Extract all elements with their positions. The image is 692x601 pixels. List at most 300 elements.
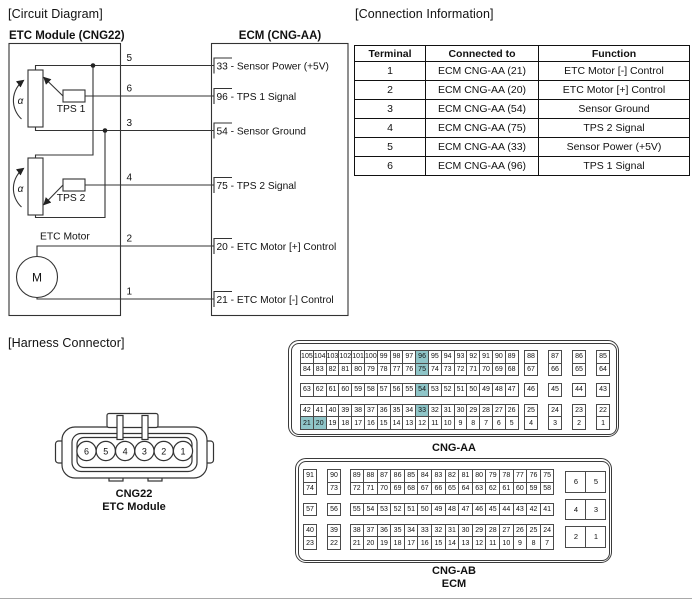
pin-38: 38 [351,404,365,418]
pin-88: 88 [363,469,378,483]
pin-box [548,383,562,397]
pin-29: 29 [472,524,487,538]
terminal-number: 5 [126,53,133,64]
pin-100: 100 [364,350,378,364]
pin-56: 56 [390,383,404,397]
col-header-function: Function [539,46,690,62]
pin-hole-number: 6 [83,446,90,457]
pin-block [300,383,610,397]
latch-tab [142,416,148,440]
pin-86: 86 [390,469,405,483]
pin-78: 78 [377,363,391,377]
pin-79: 79 [364,363,378,377]
pin-105: 105 [300,350,314,364]
side-pin-boxes [303,469,341,495]
pin-13: 13 [458,536,473,550]
pin-21-highlighted: 21 [300,416,314,430]
pin-73: 73 [441,363,455,377]
pin-36: 36 [377,524,392,538]
pin-77: 77 [390,363,404,377]
pin-89: 89 [350,469,365,483]
pin-87: 87 [548,350,562,364]
pin-39: 39 [327,524,341,538]
pin-1: 1 [585,526,606,548]
pin-62: 62 [313,383,327,397]
wire-sensor-power [36,66,215,71]
connection-information-title: [Connection Information] [355,7,494,21]
pin-64: 64 [458,482,473,496]
pin-2: 2 [572,416,586,430]
pin-11: 11 [428,416,442,430]
pin-74: 74 [303,482,317,496]
pin-block [300,350,610,376]
pin-27: 27 [492,404,506,418]
pin-box [524,383,538,397]
pin-84: 84 [300,363,314,377]
pin-90: 90 [327,469,341,483]
pin-61: 61 [326,383,340,397]
pin-54-highlighted: 54 [415,383,429,397]
pin-box [303,524,317,550]
pin-44: 44 [499,503,514,517]
cell-terminal: 6 [355,157,426,176]
tps1-label: TPS 1 [56,104,86,115]
pin-main-grid [300,404,519,430]
cell-terminal: 3 [355,100,426,119]
pin-65: 65 [445,482,460,496]
tps1-resistor [28,70,43,127]
col-header-connected-to: Connected to [426,46,539,62]
pin-37: 37 [364,404,378,418]
pin-46: 46 [524,383,538,397]
pin-50: 50 [417,503,432,517]
etc-motor-label: ETC Motor [40,231,90,243]
side-pin-boxes [303,503,341,517]
terminal-number: 2 [126,233,133,245]
pin-17: 17 [351,416,365,430]
pin-16: 16 [364,416,378,430]
pin-37: 37 [363,524,378,538]
pin-33: 33 [417,524,432,538]
ecm-pin-label: 75 - TPS 2 Signal [216,181,297,192]
ecm-box [212,44,349,316]
wire-sensor-ground-branch [36,131,106,218]
pin-6: 6 [492,416,506,430]
pin-82: 82 [326,363,340,377]
terminal-number: 6 [126,83,133,95]
junction-dot [103,128,108,133]
pin-55: 55 [350,503,365,517]
pin-101: 101 [351,350,365,364]
pin-box [572,350,586,376]
pin-59: 59 [351,383,365,397]
side-pin-boxes [524,350,610,376]
cng-aa-label: CNG-AA [432,442,476,454]
cng-ab-name: CNG-AB [432,565,476,577]
pin-95: 95 [428,350,442,364]
pin-3: 3 [585,499,606,521]
wire-motor-minus [37,298,214,300]
pin-9: 9 [454,416,468,430]
pin-32: 32 [431,524,446,538]
pin-1: 1 [596,416,610,430]
alpha-symbol: α [17,96,24,107]
cell-function: ETC Motor [-] Control [539,62,690,81]
cng-ab-connector-panel [295,458,612,563]
pin-row [350,524,555,538]
pin-main-grid [350,503,555,517]
pin-block [303,499,606,521]
pin-9: 9 [513,536,528,550]
pin-99: 99 [377,350,391,364]
pin-hole-number: 2 [161,446,167,457]
pin-80: 80 [351,363,365,377]
pin-85: 85 [596,350,610,364]
cng22-module-label: ETC Module [102,501,166,513]
pin-90: 90 [492,350,506,364]
tps2-wiper-terminal [63,179,85,191]
pin-hole-number: 5 [103,446,109,457]
pin-18: 18 [390,536,405,550]
pin-34: 34 [402,404,416,418]
cell-function: Sensor Power (+5V) [539,138,690,157]
pin-73: 73 [327,482,341,496]
pin-96-highlighted: 96 [415,350,429,364]
pin-28: 28 [485,524,500,538]
pin-66: 66 [548,363,562,377]
pin-14: 14 [390,416,404,430]
pin-48: 48 [445,503,460,517]
pin-56: 56 [327,503,341,517]
pin-53: 53 [377,503,392,517]
pin-box [596,383,610,397]
pin-70: 70 [479,363,493,377]
pin-77: 77 [513,469,528,483]
cng-ab-sublabel: ECM [441,577,467,590]
cell-connected-to: ECM CNG-AA (33) [426,138,539,157]
pin-60: 60 [513,482,528,496]
pin-38: 38 [350,524,365,538]
cng-aa-connector-panel [288,340,619,437]
ecm-pin-label: 54 - Sensor Ground [216,126,306,138]
pin-main-grid [300,383,519,397]
cng-ab-label [354,565,554,590]
terminal-number: 4 [126,172,133,184]
pin-hole-number: 1 [180,446,186,457]
pin-row [350,536,555,550]
pin-box [524,350,538,376]
pin-4: 4 [565,499,586,521]
pin-row [350,503,555,517]
pin-76: 76 [526,469,541,483]
motor-m-symbol: M [32,270,42,285]
side-pin-boxes [524,404,610,430]
pin-52: 52 [441,383,455,397]
pin-25: 25 [524,404,538,418]
pin-51: 51 [404,503,419,517]
pin-58: 58 [364,383,378,397]
pin-68: 68 [404,482,419,496]
pin-40: 40 [326,404,340,418]
pin-block [300,404,610,430]
latch-tab [117,416,123,440]
pin-49: 49 [431,503,446,517]
pin-15: 15 [431,536,446,550]
pin-36: 36 [377,404,391,418]
pin-19: 19 [326,416,340,430]
pin-24: 24 [548,404,562,418]
pin-26: 26 [513,524,528,538]
pin-50: 50 [466,383,480,397]
pin-31: 31 [441,404,455,418]
cell-function: TPS 2 Signal [539,119,690,138]
pin-block [303,469,606,495]
pin-60: 60 [338,383,352,397]
cell-connected-to: ECM CNG-AA (75) [426,119,539,138]
pin-6: 6 [565,471,586,493]
pin-pair-box [565,471,606,493]
pin-43: 43 [596,383,610,397]
pin-92: 92 [466,350,480,364]
pin-82: 82 [445,469,460,483]
pin-box [327,469,341,495]
pin-12: 12 [472,536,487,550]
pin-8: 8 [466,416,480,430]
pin-49: 49 [479,383,493,397]
pin-84: 84 [417,469,432,483]
pin-30: 30 [454,404,468,418]
pin-41: 41 [540,503,555,517]
pin-8: 8 [526,536,541,550]
pin-29: 29 [466,404,480,418]
pin-69: 69 [492,363,506,377]
pin-67: 67 [524,363,538,377]
pin-box [524,404,538,430]
side-pin-boxes [303,524,341,550]
pin-5: 5 [505,416,519,430]
cell-terminal: 2 [355,81,426,100]
pin-67: 67 [417,482,432,496]
junction-dot [91,63,96,68]
tps1-wiper-arrow [44,78,63,97]
table-row [355,62,690,81]
pin-24: 24 [540,524,555,538]
pin-74: 74 [428,363,442,377]
pin-row [300,416,519,430]
pin-box [572,404,586,430]
pin-86: 86 [572,350,586,364]
pin-89: 89 [505,350,519,364]
pin-81: 81 [458,469,473,483]
pin-32: 32 [428,404,442,418]
pin-box [327,524,341,550]
pin-47: 47 [458,503,473,517]
pin-80: 80 [472,469,487,483]
pin-hole-number: 4 [122,446,128,457]
pin-14: 14 [445,536,460,550]
pin-27: 27 [499,524,514,538]
pin-72: 72 [454,363,468,377]
pin-64: 64 [596,363,610,377]
pin-22: 22 [327,536,341,550]
wire-sensor-ground [36,127,215,131]
pin-48: 48 [492,383,506,397]
pin-5: 5 [585,471,606,493]
alpha-symbol: α [17,184,24,195]
pin-10: 10 [499,536,514,550]
pin-75: 75 [540,469,555,483]
pin-20-highlighted: 20 [313,416,327,430]
cell-terminal: 1 [355,62,426,81]
table-row [355,138,690,157]
pin-21: 21 [350,536,365,550]
pin-47: 47 [505,383,519,397]
pin-row [300,363,519,377]
pin-53: 53 [428,383,442,397]
cell-connected-to: ECM CNG-AA (54) [426,100,539,119]
pin-20: 20 [363,536,378,550]
pin-31: 31 [445,524,460,538]
tps2-label: TPS 2 [56,193,86,204]
pin-79: 79 [485,469,500,483]
side-pin-boxes [524,383,610,397]
pin-97: 97 [402,350,416,364]
cell-function: ETC Motor [+] Control [539,81,690,100]
table-row [355,119,690,138]
pin-13: 13 [402,416,416,430]
pin-39: 39 [338,404,352,418]
pin-row [350,482,555,496]
pin-7: 7 [540,536,555,550]
ecm-pin-label: 96 - TPS 1 Signal [216,92,297,103]
tps2-resistor [28,158,43,215]
pin-104: 104 [313,350,327,364]
cell-connected-to: ECM CNG-AA (20) [426,81,539,100]
pin-main-grid [350,524,555,550]
pin-91: 91 [303,469,317,483]
pin-71: 71 [466,363,480,377]
pin-57: 57 [303,503,317,517]
cell-connected-to: ECM CNG-AA (21) [426,62,539,81]
pin-85: 85 [404,469,419,483]
pin-68: 68 [505,363,519,377]
pin-17: 17 [404,536,419,550]
pin-15: 15 [377,416,391,430]
pin-11: 11 [485,536,500,550]
pin-41: 41 [313,404,327,418]
pin-block [303,524,606,550]
pin-83: 83 [313,363,327,377]
pin-box [327,503,341,517]
pin-52: 52 [390,503,405,517]
terminal-number: 1 [126,286,133,298]
tps1-wiper-terminal [63,90,85,102]
pin-51: 51 [454,383,468,397]
harness-connector-title: [Harness Connector] [8,336,125,350]
pin-55: 55 [402,383,416,397]
cell-terminal: 4 [355,119,426,138]
ecm-pin-label: 33 - Sensor Power (+5V) [216,61,329,73]
circuit-diagram [0,0,355,330]
page-bottom-divider [0,598,692,599]
pin-61: 61 [499,482,514,496]
pin-7: 7 [479,416,493,430]
pin-72: 72 [350,482,365,496]
pin-28: 28 [479,404,493,418]
pin-43: 43 [513,503,528,517]
pin-40: 40 [303,524,317,538]
cng-aa-pin-grid [300,350,610,430]
pin-30: 30 [458,524,473,538]
terminal-number: 3 [126,118,133,129]
pin-65: 65 [572,363,586,377]
pin-2: 2 [565,526,586,548]
pin-33-highlighted: 33 [415,404,429,418]
cell-function: TPS 1 Signal [539,157,690,176]
table-row [355,157,690,176]
pin-25: 25 [526,524,541,538]
col-header-terminal: Terminal [355,46,426,62]
pin-75-highlighted: 75 [415,363,429,377]
pin-94: 94 [441,350,455,364]
pin-box [303,469,317,495]
pin-row [350,469,555,483]
pin-row [300,404,519,418]
pin-103: 103 [326,350,340,364]
pin-45: 45 [485,503,500,517]
cell-terminal: 5 [355,138,426,157]
pin-box [596,350,610,376]
pin-83: 83 [431,469,446,483]
cell-connected-to: ECM CNG-AA (96) [426,157,539,176]
pin-44: 44 [572,383,586,397]
circuit-diagram-title: [Circuit Diagram] [8,7,103,21]
cng22-name-label: CNG22 [115,488,153,500]
pin-23: 23 [572,404,586,418]
pin-35: 35 [390,524,405,538]
pin-box [548,350,562,376]
pin-58: 58 [540,482,555,496]
pin-78: 78 [499,469,514,483]
pin-26: 26 [505,404,519,418]
table-header-row [355,46,690,62]
pin-87: 87 [377,469,392,483]
pin-66: 66 [431,482,446,496]
pin-98: 98 [390,350,404,364]
wire-motor-plus [37,246,214,257]
pin-22: 22 [596,404,610,418]
etc-box-title: ETC Module (CNG22) [9,30,125,42]
pin-42: 42 [300,404,314,418]
ecm-pin-label: 20 - ETC Motor [+] Control [216,242,337,253]
pin-46: 46 [472,503,487,517]
pin-pair-box [565,526,606,548]
pin-42: 42 [526,503,541,517]
cell-function: Sensor Ground [539,100,690,119]
pin-88: 88 [524,350,538,364]
pin-63: 63 [300,383,314,397]
ecm-box-title: ECM (CNG-AA) [238,30,322,42]
pin-76: 76 [402,363,416,377]
connector-latch [107,414,158,428]
pin-16: 16 [417,536,432,550]
pin-54: 54 [363,503,378,517]
pin-62: 62 [485,482,500,496]
connection-info-table [354,45,690,176]
table-row [355,100,690,119]
pin-102: 102 [338,350,352,364]
ecm-pin-label: 21 - ETC Motor [-] Control [216,295,334,306]
